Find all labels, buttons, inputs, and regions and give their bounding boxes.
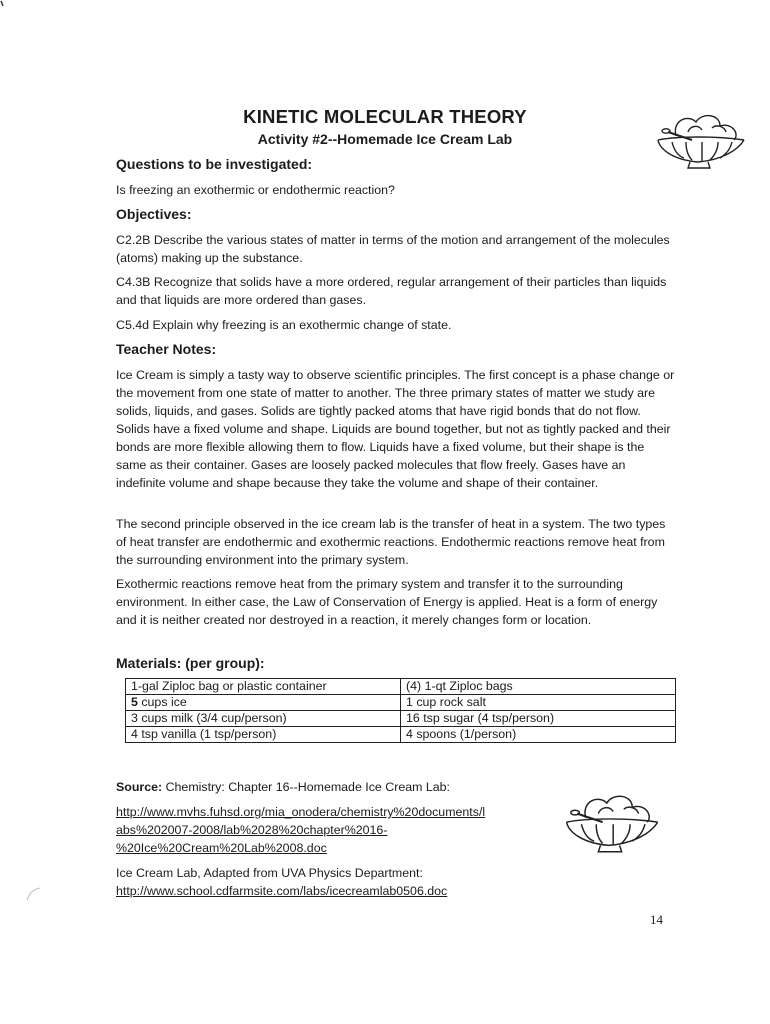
materials-cell: 1-gal Ziploc bag or plastic container: [126, 679, 401, 695]
scan-speck: [0, 0, 6, 8]
teacher-notes-paragraph: The second principle observed in the ice cream lab is the transfer of heat in a system. The two types of heat transfer are endothermic and exothermic reactions. Endothermic reactions remove heat from the surrounding environment into the primary system.: [116, 517, 666, 567]
materials-table: [125, 678, 676, 743]
materials-cell: 1 cup rock salt: [401, 695, 676, 711]
materials-cell: 5 cups ice: [126, 695, 401, 711]
questions-heading: Questions to be investigated:: [116, 156, 313, 172]
materials-cell: (4) 1-qt Ziploc bags: [401, 679, 676, 695]
scan-speck: [24, 884, 44, 904]
source-text: Chemistry: Chapter 16--Homemade Ice Cream Lab:: [162, 780, 450, 794]
materials-cell: 4 spoons (1/person): [401, 727, 676, 743]
adapted-from-text: Ice Cream Lab, Adapted from UVA Physics Department:: [116, 866, 423, 880]
materials-row: [126, 695, 676, 711]
objective-item: C4.3B Recognize that solids have a more ordered, regular arrangement of their particles than liquids and that liquids are more ordered than gases.: [116, 275, 667, 307]
source-link-line[interactable]: %20Ice%20Cream%20Lab%2008.doc: [116, 841, 327, 855]
teacher-notes-paragraph: Ice Cream is simply a tasty way to observe scientific principles. The first concept is a phase change or the movement from one state of matter to another. The three primary states of matter we study are solids, liquids, and gases. Solids are tightly packed atoms that have rigid bonds that do not flow. Solids have a fixed volume and shape. Liquids are bound together, but not as tightly packed and their bonds are more flexible allowing them to flow. Liquids have a fixed volume, but their shape is the same as their container. Gases are loosely packed molecules that flow freely. Gases have an indefinite volume and shape because they take the volume and shape of their container.: [116, 368, 675, 490]
page-title: KINETIC MOLECULAR THEORY: [243, 106, 527, 127]
questions-text: Is freezing an exothermic or endothermic reaction?: [116, 183, 395, 197]
objectives-heading: Objectives:: [116, 206, 192, 222]
ice-cream-bowl-icon: [556, 786, 664, 854]
objective-item: C2.2B Describe the various states of matter in terms of the motion and arrangement of the molecules (atoms) making up the substance.: [116, 233, 670, 265]
materials-row: [126, 727, 676, 743]
source-label: Source:: [116, 780, 163, 794]
materials-cell: 16 tsp sugar (4 tsp/person): [401, 711, 676, 727]
source-link-line[interactable]: http://www.mvhs.fuhsd.org/mia_onodera/chemistry%20documents/l: [116, 805, 486, 819]
page-number: 14: [650, 912, 663, 927]
ice-cream-bowl-icon: [648, 106, 750, 170]
materials-cell: 3 cups milk (3/4 cup/person): [126, 711, 401, 727]
objective-item: C5.4d Explain why freezing is an exothermic change of state.: [116, 318, 452, 332]
activity-subtitle: Activity #2--Homemade Ice Cream Lab: [257, 131, 513, 147]
materials-row: [126, 679, 676, 695]
materials-row: [126, 711, 676, 727]
materials-heading: Materials: (per group):: [116, 655, 265, 671]
source-link-line[interactable]: abs%202007-2008/lab%2028%20chapter%2016-: [116, 823, 388, 837]
source-line: [116, 778, 450, 796]
source-link-2[interactable]: http://www.school.cdfarmsite.com/labs/icecreamlab0506.doc: [116, 884, 448, 898]
teacher-notes-heading: Teacher Notes:: [116, 341, 217, 357]
teacher-notes-paragraph: Exothermic reactions remove heat from the primary system and transfer it to the surrounding environment. In either case, the Law of Conservation of Energy is applied. Heat is a form of energy and it is neither created nor destroyed in a reaction, it merely changes form or location.: [116, 577, 658, 627]
materials-cell: 4 tsp vanilla (1 tsp/person): [126, 727, 401, 743]
